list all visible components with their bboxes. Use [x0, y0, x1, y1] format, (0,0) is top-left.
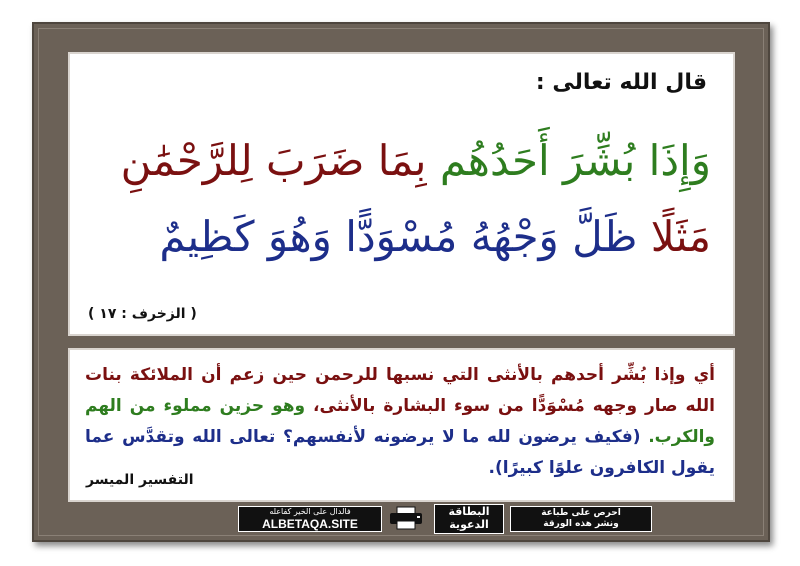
verse-line-1-part-a: وَإِذَا بُشِّرَ أَحَدُهُم [439, 136, 711, 185]
site-tagline: فالدال على الخير كفاعله [269, 507, 351, 516]
print-message-line-2: ونشر هذه الورقة [543, 519, 619, 529]
verse-line-2 [159, 212, 711, 261]
print-message [510, 506, 652, 532]
verse-intro: قال الله تعالى : [535, 70, 707, 95]
footer-strip [68, 502, 735, 534]
tafsir-part-1: أي وإذا بُشِّر أحدهم بالأنثى التي نسبها للرحمن حين زعم أن الملائكة بنات [85, 365, 715, 385]
verse-panel [68, 52, 735, 336]
verse-line-2-part-b: ظَلَّ وَجْهُهُ مُسْوَدًّا وَهُوَ كَظِيمٌ [159, 212, 638, 261]
verse-line-1 [121, 136, 711, 185]
printer-icon [388, 506, 424, 530]
albetaqa-logo [434, 504, 504, 534]
tafsir-part-4: (فكيف يرضون لله ما لا يرضونه لأنفسهم؟ تعالى الله وتقدَّس عما يقول الكافرون علوًا كبيرًا). [85, 427, 715, 478]
site-badge[interactable] [238, 506, 382, 532]
tafsir-source: التفسير الميسر [86, 472, 194, 488]
picture-frame [32, 22, 770, 542]
site-url: ALBETAQA.SITE [262, 517, 358, 531]
verse-line-1-part-b: بِمَا ضَرَبَ لِلرَّحْمَٰنِ [120, 136, 427, 185]
logo-line-2: الدعوية [449, 518, 489, 531]
print-message-line-1: احرص على طباعة [541, 508, 621, 518]
tafsir-part-3: وهو حزين مملوء من الهم والكرب. [85, 396, 715, 447]
tafsir-text [85, 360, 715, 484]
tafsir-part-2: الله صار وجهه مُسْوَدًّا من سوء البشارة بالأنثى، [313, 396, 715, 416]
verse-line-2-part-a: مَثَلًا [650, 212, 711, 261]
verse-citation: ( الزخرف : ١٧ ) [88, 306, 197, 322]
tafsir-panel [68, 348, 735, 502]
logo-line-1: البطاقة [448, 505, 490, 518]
